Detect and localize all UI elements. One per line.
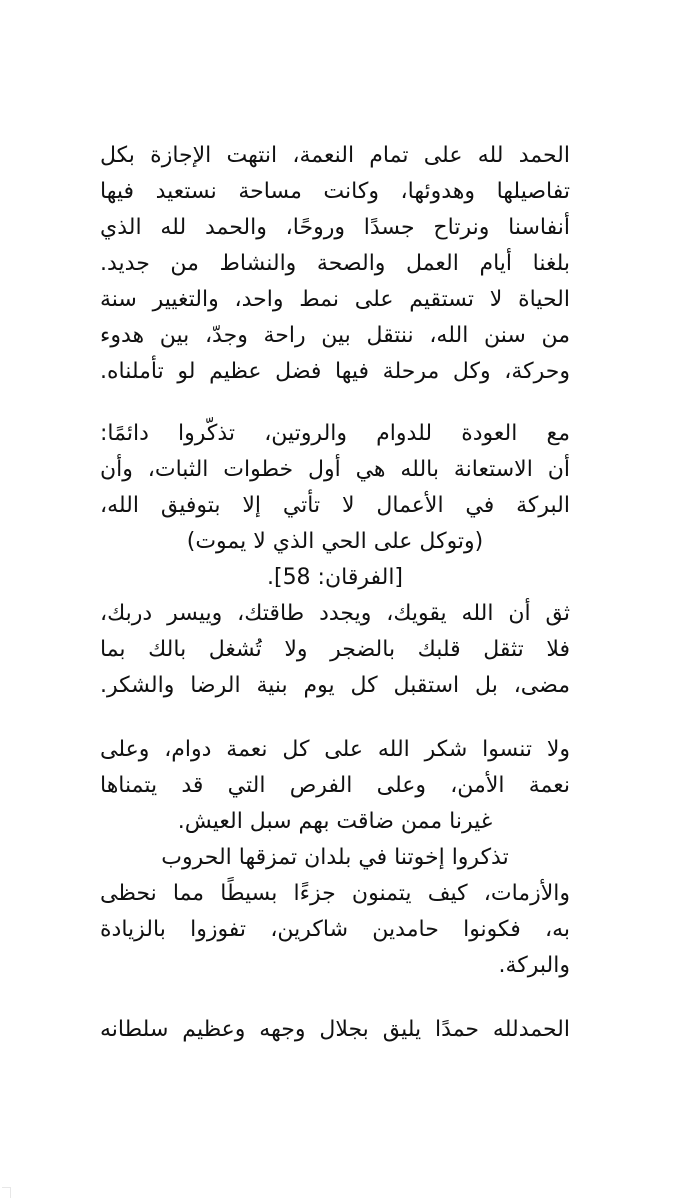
text-line: من سنن الله، ننتقل بين راحة وجدّ، بين هدوء xyxy=(100,323,570,348)
text-line: الحمد لله على تمام النعمة، انتهت الإجازة بكل xyxy=(100,143,570,168)
text-line: والأزمات، كيف يتمنون جزءًا بسيطًا مما نحظى xyxy=(100,881,570,906)
text-line: تذكروا إخوتنا في بلدان تمزقها الحروب xyxy=(161,845,509,870)
text-line: وحركة، وكل مرحلة فيها فضل عظيم لو تأملناه. xyxy=(100,359,570,384)
text-line: مع العودة للدوام والروتين، تذكّروا دائمًا: xyxy=(100,421,570,446)
quran-verse: (وتوكل على الحي الذي لا يموت) xyxy=(186,529,484,554)
paragraph-spacer xyxy=(100,984,570,1012)
text-line: تفاصيلها وهدوئها، وكانت مساحة نستعيد فيها xyxy=(100,179,570,204)
corner-artifact xyxy=(2,1187,11,1198)
paragraph-return-to-work xyxy=(100,416,570,704)
text-line: ولا تنسوا شكر الله على كل نعمة دوام، وعلى xyxy=(100,737,570,762)
text-line: أنفاسنا ونرتاح جسدًا وروحًا، والحمد لله الذي xyxy=(100,215,570,240)
text-line: أن الاستعانة بالله هي أول خطوات الثبات، وأن xyxy=(100,457,570,482)
text-line: غيرنا ممن ضاقت بهم سبل العيش. xyxy=(177,809,493,834)
text-line: ثق أن الله يقويك، ويجدد طاقتك، وييسر دربك، xyxy=(100,601,570,626)
text-line: مضى، بل استقبل كل يوم بنية الرضا والشكر. xyxy=(100,673,570,698)
text-line: البركة في الأعمال لا تأتي إلا بتوفيق الله، xyxy=(100,493,570,518)
paragraph-spacer xyxy=(100,390,570,416)
paragraph-thankfulness xyxy=(100,732,570,984)
note-text xyxy=(100,138,570,1048)
text-line: والبركة. xyxy=(498,953,570,978)
text-line: به، فكونوا حامدين شاكرين، تفوزوا بالزيادة xyxy=(100,917,570,942)
paragraph-closing xyxy=(100,1012,570,1048)
text-line: الحياة لا تستقيم على نمط واحد، والتغيير سنة xyxy=(100,287,570,312)
paragraph-spacer xyxy=(100,704,570,732)
paragraph-gratitude-vacation xyxy=(100,138,570,390)
text-line: نعمة الأمن، وعلى الفرص التي قد يتمناها xyxy=(100,773,570,798)
closing-line: الحمدلله حمدًا يليق بجلال وجهه وعظيم سلطانه xyxy=(100,1017,570,1042)
text-line: فلا تثقل قلبك بالضجر ولا تُشغل بالك بما xyxy=(100,637,570,662)
quran-reference: [الفرقان: 58]. xyxy=(266,565,404,590)
text-line: بلغنا أيام العمل والصحة والنشاط من جديد. xyxy=(100,251,570,276)
